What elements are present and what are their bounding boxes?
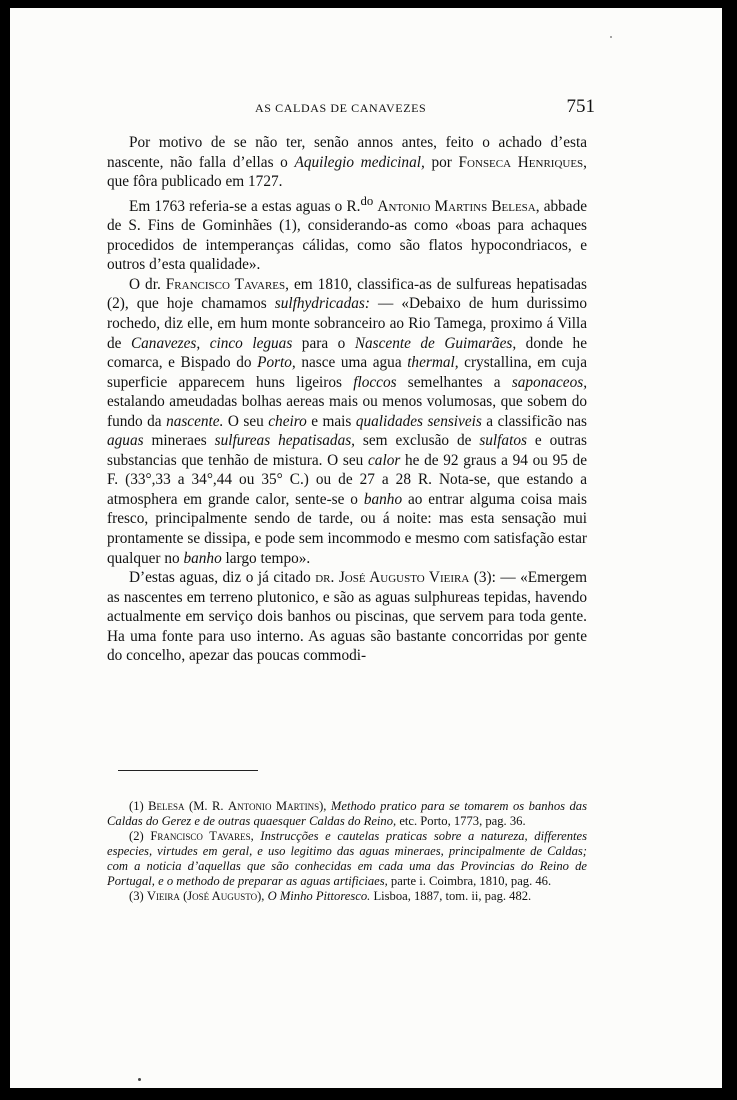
footnote-2: (2) Francisco Tavares, Instrucções e cautelas praticas sobre a natureza, differentes especies, virtudes em geral, e uso legitimo das aguas mineraes, principalmente de Caldas; com a noticia d’aquellas que são conhecidas em cada uma das Provincias do Reino de Portugal, e o methodo de preparar as aguas artificiaes, parte i. Coimbra, 1810, pag. 46. xyxy=(107,828,588,888)
paragraph-4: D’estas aguas, diz o já citado dr. José Augusto Vieira (3): — «Emergem as nascentes em terreno plutonico, e são as aguas sulphureas tepidas, havendo actualmente em serviço dois banhos ou piscinas, que servem para toda gente. Ha uma fonte para uso interno. As aguas são bastante concorridas por gente do concelho, apezar das poucas commodi- xyxy=(107,569,587,665)
paragraph-1: Por motivo de se não ter, senão annos antes, feito o achado d’esta nascente, não falla d’ellas o Aquilegio medicinal, por Fonseca Henriques, que fôra publicado em 1727. xyxy=(107,134,587,191)
print-speck xyxy=(610,36,612,38)
running-title: AS CALDAS DE CANAVEZES xyxy=(255,101,427,115)
footnotes xyxy=(107,799,587,904)
paragraph-3: O dr. Francisco Tavares, em 1810, classifica-as de sulfureas hepatisadas (2), que hoje chamamos sulfhydricadas: — «Debaixo de hum durissimo rochedo, diz elle, em hum monte sobranceiro ao Rio Tamega, proximo á Villa de Canavezes, cinco leguas para o Nascente de Guimarães, donde he comarca, e Bispado do Porto, nasce uma agua thermal, crystallina, em cuja superficie apparecem huns ligeiros floccos semelhantes a saponaceos, estalando ameudadas bolhas aereas mais ou menos volumosas, que sobem do fundo da nascente. O seu cheiro e mais qualidades sensiveis a classificão nas aguas mineraes sulfureas hepatisadas, sem exclusão de sulfatos e outras substancias que tenhão de mistura. O seu calor he de 92 graus a 94 ou 95 de F. (33°,33 a 34°,44 ou 35° C.) ou de 27 a 28 R. Nota-se, que estando a atmosphera em grande calor, sente-se o banho ao entrar alguma coisa mais fresco, principalmente sendo de tarde, ou á noite: mas esta sensação mui prontamente se dissipa, e pode sem incommodo e mesmo com satisfação estar qualquer no banho largo tempo». xyxy=(107,275,588,567)
footnote-separator xyxy=(118,770,258,771)
paragraph-2: Em 1763 referia-se a estas aguas o R.$^{do}$ Antonio Martins Belesa, abbade de S. Fins de Gominhães (1), considerando-as como «boas para achaques procedidos de intemperanças cálidas, como são flatos hypocondriacos, e outros d’esta qualidade». xyxy=(107,193,588,274)
footnote-3: (3) Vieira (José Augusto), O Minho Pittoresco. Lisboa, 1887, tom. ii, pag. 482. xyxy=(129,888,532,903)
main-text xyxy=(107,133,587,666)
print-speck xyxy=(138,1078,141,1081)
running-header xyxy=(255,98,595,120)
page-number: 751 xyxy=(566,96,595,117)
book-page xyxy=(10,8,722,1088)
footnote-1: (1) Belesa (M. R. Antonio Martins), Methodo pratico para se tomarem os banhos das Caldas do Gerez e de outras quaesquer Caldas do Reino, etc. Porto, 1773, pag. 36. xyxy=(107,799,587,828)
